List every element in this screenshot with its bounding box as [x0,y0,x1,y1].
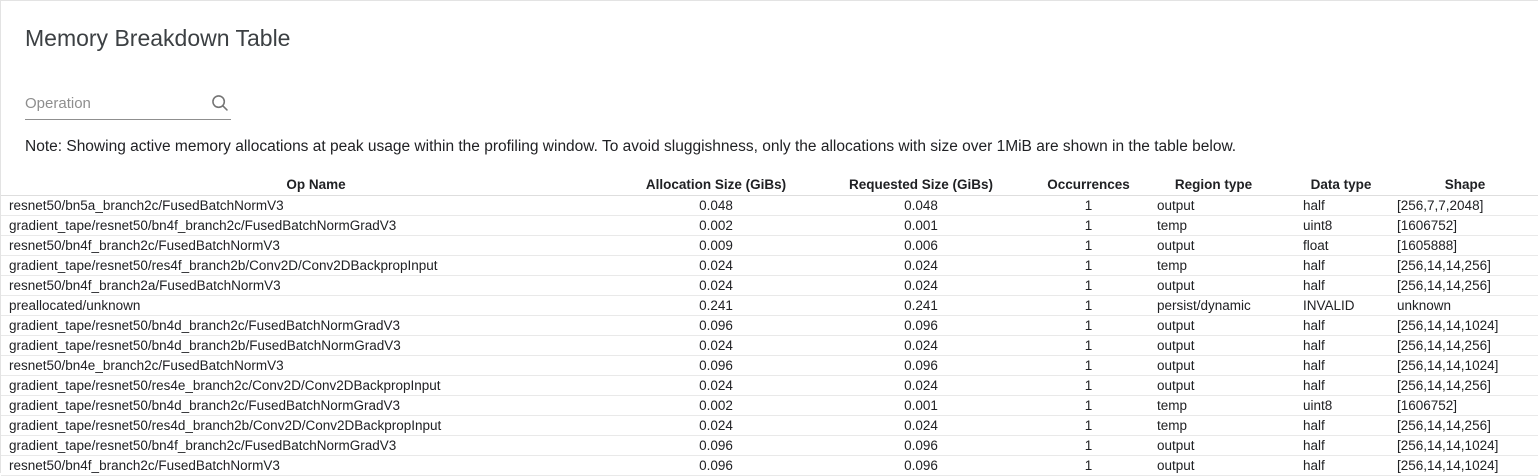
cell-shape: [256,14,14,256] [1391,276,1538,296]
table-row[interactable] [1,256,1538,276]
cell-data-type: half [1291,196,1391,216]
cell-allocation-size-gibs: 0.009 [631,236,801,256]
cell-op-name: gradient_tape/resnet50/bn4d_branch2b/FusedBatchNormGradV3 [1,336,631,356]
cell-occurrences: 1 [1041,196,1136,216]
cell-occurrences: 1 [1041,316,1136,336]
cell-data-type: half [1291,256,1391,276]
cell-region-type: output [1136,456,1291,476]
cell-op-name: resnet50/bn4f_branch2c/FusedBatchNormV3 [1,456,631,476]
cell-occurrences: 1 [1041,396,1136,416]
cell-data-type: uint8 [1291,396,1391,416]
table-row[interactable] [1,296,1538,316]
column-header-occurrences[interactable]: Occurrences [1041,173,1136,196]
cell-data-type: INVALID [1291,296,1391,316]
cell-region-type: temp [1136,216,1291,236]
cell-allocation-size-gibs: 0.002 [631,396,801,416]
cell-op-name: preallocated/unknown [1,296,631,316]
cell-shape: [1606752] [1391,216,1538,236]
column-header-op-name[interactable]: Op Name [1,173,631,196]
cell-requested-size-gibs: 0.024 [801,336,1041,356]
cell-occurrences: 1 [1041,216,1136,236]
cell-shape: [256,7,7,2048] [1391,196,1538,216]
cell-requested-size-gibs: 0.096 [801,356,1041,376]
table-note: Note: Showing active memory allocations at peak usage within the profiling window. To avoid sluggishness, only the allocations with size over 1MiB are shown in the table below. [25,138,1237,155]
cell-region-type: output [1136,276,1291,296]
cell-op-name: gradient_tape/resnet50/bn4d_branch2c/FusedBatchNormGradV3 [1,316,631,336]
table-row[interactable] [1,396,1538,416]
cell-allocation-size-gibs: 0.096 [631,356,801,376]
cell-region-type: output [1136,376,1291,396]
cell-requested-size-gibs: 0.001 [801,216,1041,236]
cell-allocation-size-gibs: 0.096 [631,316,801,336]
cell-region-type: output [1136,336,1291,356]
cell-region-type: persist/dynamic [1136,296,1291,316]
cell-shape: [256,14,14,256] [1391,416,1538,436]
cell-requested-size-gibs: 0.024 [801,376,1041,396]
cell-region-type: temp [1136,396,1291,416]
cell-allocation-size-gibs: 0.024 [631,376,801,396]
cell-region-type: temp [1136,416,1291,436]
cell-shape: [1606752] [1391,396,1538,416]
table-row[interactable] [1,436,1538,456]
column-header-requested-size-gibs[interactable]: Requested Size (GiBs) [801,173,1041,196]
cell-data-type: half [1291,416,1391,436]
cell-region-type: temp [1136,256,1291,276]
cell-allocation-size-gibs: 0.241 [631,296,801,316]
table-row[interactable] [1,276,1538,296]
cell-data-type: half [1291,376,1391,396]
cell-op-name: resnet50/bn4f_branch2c/FusedBatchNormV3 [1,236,631,256]
table-row[interactable] [1,376,1538,396]
table-row[interactable] [1,196,1538,216]
cell-region-type: output [1136,356,1291,376]
search-icon [209,92,231,114]
cell-op-name: gradient_tape/resnet50/res4e_branch2c/Conv2D/Conv2DBackpropInput [1,376,631,396]
cell-data-type: uint8 [1291,216,1391,236]
cell-data-type: float [1291,236,1391,256]
cell-data-type: half [1291,276,1391,296]
cell-requested-size-gibs: 0.006 [801,236,1041,256]
cell-region-type: output [1136,236,1291,256]
cell-requested-size-gibs: 0.024 [801,416,1041,436]
table-row[interactable] [1,356,1538,376]
cell-allocation-size-gibs: 0.096 [631,436,801,456]
table-row[interactable] [1,336,1538,356]
cell-requested-size-gibs: 0.024 [801,256,1041,276]
cell-occurrences: 1 [1041,276,1136,296]
cell-region-type: output [1136,316,1291,336]
cell-allocation-size-gibs: 0.024 [631,276,801,296]
cell-data-type: half [1291,316,1391,336]
cell-allocation-size-gibs: 0.024 [631,416,801,436]
page-title: Memory Breakdown Table [25,25,291,51]
table-row[interactable] [1,416,1538,436]
cell-op-name: resnet50/bn4e_branch2c/FusedBatchNormV3 [1,356,631,376]
table-header-row [1,173,1538,196]
cell-op-name: gradient_tape/resnet50/bn4f_branch2c/FusedBatchNormGradV3 [1,216,631,236]
cell-requested-size-gibs: 0.241 [801,296,1041,316]
cell-requested-size-gibs: 0.096 [801,316,1041,336]
cell-shape: [256,14,14,256] [1391,336,1538,356]
column-header-data-type[interactable]: Data type [1291,173,1391,196]
cell-op-name: gradient_tape/resnet50/bn4d_branch2c/FusedBatchNormGradV3 [1,396,631,416]
table-body [1,196,1538,476]
cell-occurrences: 1 [1041,356,1136,376]
cell-allocation-size-gibs: 0.096 [631,456,801,476]
operation-search-field[interactable] [25,89,231,120]
cell-occurrences: 1 [1041,296,1136,316]
cell-op-name: gradient_tape/resnet50/res4f_branch2b/Conv2D/Conv2DBackpropInput [1,256,631,276]
cell-op-name: resnet50/bn5a_branch2c/FusedBatchNormV3 [1,196,631,216]
cell-shape: [1605888] [1391,236,1538,256]
cell-occurrences: 1 [1041,436,1136,456]
cell-op-name: resnet50/bn4f_branch2a/FusedBatchNormV3 [1,276,631,296]
column-header-region-type[interactable]: Region type [1136,173,1291,196]
column-header-shape[interactable]: Shape [1391,173,1538,196]
cell-allocation-size-gibs: 0.024 [631,256,801,276]
cell-data-type: half [1291,436,1391,456]
cell-shape: [256,14,14,1024] [1391,436,1538,456]
cell-op-name: gradient_tape/resnet50/res4d_branch2b/Conv2D/Conv2DBackpropInput [1,416,631,436]
cell-requested-size-gibs: 0.096 [801,456,1041,476]
cell-shape: [256,14,14,1024] [1391,456,1538,476]
cell-occurrences: 1 [1041,256,1136,276]
table-row[interactable] [1,216,1538,236]
cell-op-name: gradient_tape/resnet50/bn4f_branch2c/FusedBatchNormGradV3 [1,436,631,456]
cell-allocation-size-gibs: 0.002 [631,216,801,236]
cell-occurrences: 1 [1041,456,1136,476]
cell-allocation-size-gibs: 0.048 [631,196,801,216]
cell-shape: [256,14,14,1024] [1391,316,1538,336]
cell-requested-size-gibs: 0.048 [801,196,1041,216]
cell-requested-size-gibs: 0.096 [801,436,1041,456]
cell-allocation-size-gibs: 0.024 [631,336,801,356]
search-input[interactable] [25,95,195,112]
cell-occurrences: 1 [1041,336,1136,356]
column-header-allocation-size-gibs[interactable]: Allocation Size (GiBs) [631,173,801,196]
cell-requested-size-gibs: 0.001 [801,396,1041,416]
cell-data-type: half [1291,336,1391,356]
cell-region-type: output [1136,436,1291,456]
table-row[interactable] [1,236,1538,256]
cell-shape: unknown [1391,296,1538,316]
cell-requested-size-gibs: 0.024 [801,276,1041,296]
cell-data-type: half [1291,456,1391,476]
cell-shape: [256,14,14,256] [1391,376,1538,396]
cell-shape: [256,14,14,256] [1391,256,1538,276]
cell-region-type: output [1136,196,1291,216]
table-row[interactable] [1,316,1538,336]
memory-breakdown-table [1,173,1538,476]
cell-shape: [256,14,14,1024] [1391,356,1538,376]
cell-data-type: half [1291,356,1391,376]
cell-occurrences: 1 [1041,376,1136,396]
cell-occurrences: 1 [1041,236,1136,256]
cell-occurrences: 1 [1041,416,1136,436]
